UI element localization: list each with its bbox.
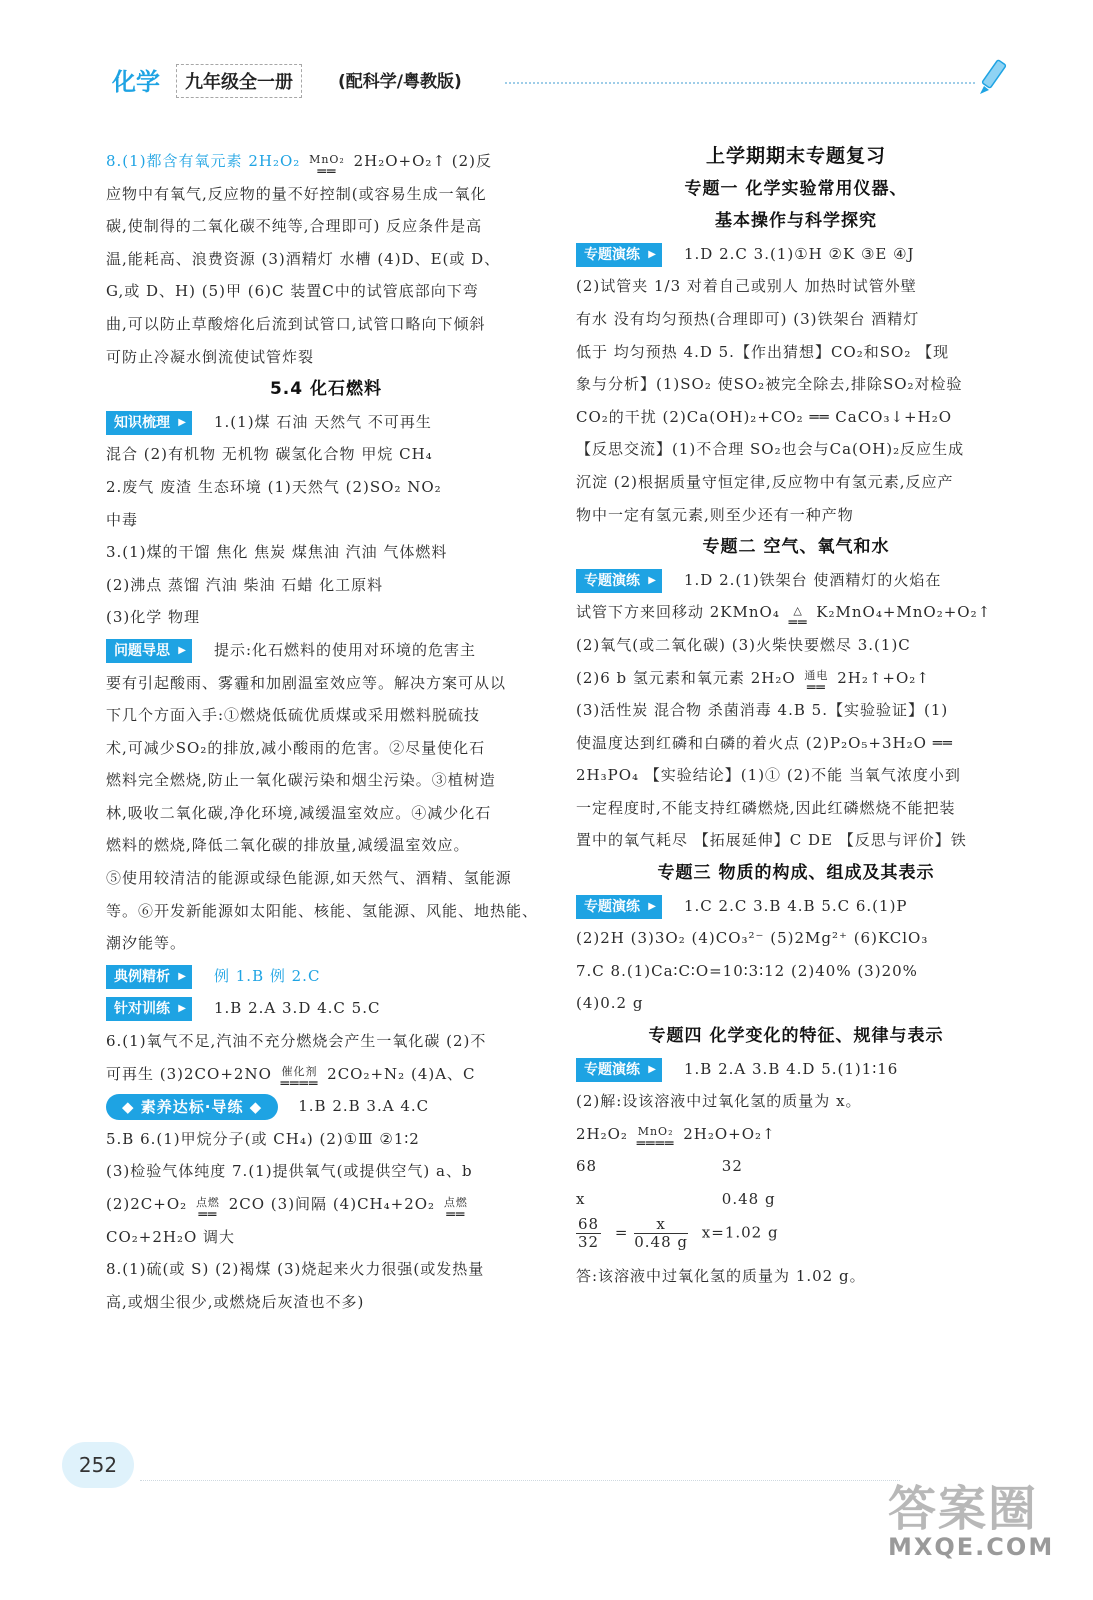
t4-fraction-row: $\frac{68}{32}$ = $\frac{x}{0.48 g} x=1.02$ g [578, 1214, 779, 1251]
q8-line: 曲,可以防止草酸熔化后流到试管口,试管口略向下倾斜 [106, 314, 486, 333]
topic2-title: 专题二 空气、氧气和水 [702, 537, 890, 558]
t4-equation [576, 1118, 1016, 1151]
wenti-line: 下几个方面入手:①燃烧低硫优质煤或采用燃料脱硫技 [106, 706, 481, 725]
q8-line: 碳,使制得的二氧化碳不纯等,合理即可) 反应条件是高 [106, 217, 483, 236]
t1-line: 象与分析】(1)SO₂ 使SO₂被完全除去,排除SO₂对检验 [576, 375, 963, 394]
wenti-line: 燃料完全燃烧,防止一氧化碳污染和烟尘污染。③植树造 [106, 771, 496, 790]
suyang-text: 2CO (3)间隔 (4)CH₄+2O₂ [228, 1195, 436, 1213]
t4-text: 1.B 2.A 3.B 4.D 5.(1)1∶16 [684, 1059, 899, 1078]
wenti-line: 林,吸收二氧化碳,净化环境,减缓温室效应。④减少化石 [106, 803, 492, 822]
suyang-line: 8.(1)硫(或 S) (2)褐煤 (3)烧起来火力很强(或发热量 [106, 1260, 485, 1279]
zhendui-line [106, 992, 546, 1025]
t2-line-1 [576, 564, 1016, 597]
t1-line: 物中一定有氢元素,则至少还有一种产物 [576, 505, 854, 524]
footer-divider [140, 1480, 900, 1481]
pencil-icon [975, 58, 1011, 102]
topic4-title: 专题四 化学变化的特征、规律与表示 [648, 1026, 944, 1047]
q8-intro: 8.(1)都含有氧元素 2H₂O₂ [106, 152, 301, 170]
q8-line: G,或 D、H) (5)甲 (6)C 装置C中的试管底部向下弯 [106, 282, 479, 301]
q6-line-2 [106, 1058, 546, 1091]
t4-mass: 68 [576, 1157, 598, 1176]
q8-line: 可防止冷凝水倒流使试管炸裂 [106, 347, 315, 366]
wenti-line-1 [106, 634, 546, 667]
tag-practice: 专题演练 ▶ [576, 569, 662, 593]
suyang-line-4 [106, 1188, 546, 1221]
q8-line-1 [106, 145, 546, 178]
section-title: 5.4 化石燃料 [269, 379, 383, 400]
catalyst-condition: 催化剂 ════ [280, 1065, 319, 1093]
wenti-line: 潮汐能等。 [106, 934, 187, 953]
ignite-condition: 点燃 ══ [195, 1195, 220, 1223]
suyang-line: 5.B 6.(1)甲烷分子(或 CH₄) (2)①Ⅲ ②1∶2 [106, 1129, 420, 1148]
topic3-title: 专题三 物质的构成、组成及其表示 [657, 863, 935, 884]
zhishi-line: (3)化学 物理 [106, 608, 201, 627]
t4-text: 2H₂O₂ [576, 1124, 628, 1143]
q8-intro-end: 2H₂O+O₂↑ (2)反 [353, 152, 493, 170]
t1-line: (2)试管夹 1/3 对着自己或别人 加热时试管外壁 [576, 277, 917, 296]
q8-line: 应物中有氧气,反应物的量不好控制(或容易生成一氧化 [106, 184, 487, 203]
ignite-condition: 点燃 ══ [443, 1195, 468, 1223]
t1-line: CO₂的干扰 (2)Ca(OH)₂+CO₂ ══ CaCO₃↓+H₂O [576, 407, 953, 426]
suyang-line: (3)检验气体纯度 7.(1)提供氧气(或提供空气) a、b [106, 1162, 473, 1181]
wenti-line: 等。⑥开发新能源如太阳能、核能、氢能源、风能、地热能、 [106, 901, 539, 920]
t2-line: (2)氧气(或二氧化碳) (3)火柴快要燃尽 3.(1)C [576, 635, 911, 654]
t4-result: x=1.02 g [701, 1223, 779, 1242]
tag-literacy: ◆ 素养达标·导练 ◆ [106, 1094, 278, 1120]
fraction: $\frac{68}{32}$ [578, 1214, 600, 1251]
tag-practice: 专题演练 ▶ [576, 895, 662, 919]
suyang-line: CO₂+2H₂O 调大 [106, 1227, 236, 1246]
wenti-line: 燃料的燃烧,降低二氧化碳的排放量,减缓温室效应。 [106, 836, 470, 855]
suyang-line-1 [106, 1090, 546, 1123]
right-column [576, 140, 1016, 1292]
t2-line: 2H₃PO₄ 【实验结论】(1)① (2)不能 当氧气浓度小到 [576, 766, 961, 785]
t3-line: 7.C 8.(1)Ca∶C∶O=10∶3∶12 (2)40% (3)20% [576, 961, 918, 980]
t4-line-1 [576, 1053, 1016, 1086]
suyang-text: 1.B 2.B 3.A 4.C [298, 1097, 430, 1116]
t2-line: 置中的氧气耗尽 【拓展延伸】C DE 【反思与评价】铁 [576, 831, 967, 850]
watermark-logo [888, 1470, 1054, 1561]
topic1-title-1: 专题一 化学实验常用仪器、 [684, 178, 908, 199]
t4-ratio-row [576, 1150, 1016, 1183]
tag-question: 问题导思 ▶ [106, 639, 192, 663]
tag-practice: 专题演练 ▶ [576, 1058, 662, 1082]
review-title: 上学期期末专题复习 [705, 145, 886, 167]
t4-unknown-row [576, 1183, 1016, 1216]
t2-line-4 [576, 662, 1016, 695]
t2-line: 使温度达到红磷和白磷的着火点 (2)P₂O₅+3H₂O ══ [576, 733, 953, 752]
t1-text: 1.D 2.C 3.(1)①H ②K ③E ④J [684, 244, 915, 263]
heat-condition: △ ══ [788, 603, 808, 631]
watermark-text: 答案圈 [888, 1481, 1039, 1537]
zhishi-line: 3.(1)煤的干馏 焦化 焦炭 煤焦油 汽油 气体燃料 [106, 543, 448, 562]
suyang-text: (2)2C+O₂ [106, 1195, 188, 1213]
zhishi-line: 混合 (2)有机物 无机物 碳氢化合物 甲烷 CH₄ [106, 445, 433, 464]
zhishi-line-1 [106, 406, 546, 439]
dianli-line [106, 960, 546, 993]
t4-mass: 32 [721, 1157, 743, 1176]
zhishi-text: 1.(1)煤 石油 天然气 不可再生 [214, 412, 432, 431]
wenti-text: 提示:化石燃料的使用对环境的危害主 [214, 640, 477, 659]
t2-line-2 [576, 596, 1016, 629]
wenti-line: 术,可减少SO₂的排放,减小酸雨的危害。②尽量使化石 [106, 738, 486, 757]
t4-answer: 答:该溶液中过氧化氢的质量为 1.02 g。 [576, 1266, 866, 1285]
header-divider [505, 82, 975, 84]
t1-line: 沉淀 (2)根据质量守恒定律,反应物中有氢元素,反应产 [576, 472, 954, 491]
t1-line: 低于 均匀预热 4.D 5.【作出猜想】CO₂和SO₂ 【现 [576, 342, 950, 361]
t3-line: (4)0.2 g [576, 994, 644, 1013]
t3-line-1 [576, 890, 1016, 923]
t4-mass: x [576, 1190, 586, 1208]
dianli-text: 例 1.B 例 2.C [214, 966, 321, 985]
tag-training: 针对训练 ▶ [106, 997, 192, 1021]
edition-label: (配科学/粤教版) [338, 72, 462, 92]
t1-line: 有水 没有均匀预热(合理即可) (3)铁架台 酒精灯 [576, 309, 920, 328]
wenti-line: 要有引起酸雨、雾霾和加剧温室效应等。解决方案可从以 [106, 673, 507, 692]
t2-line: (3)活性炭 混合物 杀菌消毒 4.B 5.【实验验证】(1) [576, 701, 949, 720]
t4-text: 2H₂O+O₂↑ [683, 1124, 776, 1143]
t2-text: K₂MnO₄+MnO₂+O₂↑ [816, 603, 992, 622]
tag-example: 典例精析 ▶ [106, 965, 192, 989]
t2-text: 试管下方来回移动 2KMnO₄ [576, 603, 780, 622]
left-column [106, 145, 546, 1318]
zhendui-text: 1.B 2.A 3.D 4.C 5.C [214, 999, 381, 1018]
t2-line: 一定程度时,不能支持红磷燃烧,因此红磷燃烧不能把装 [576, 798, 956, 817]
suyang-line: 高,或烟尘很少,或燃烧后灰渣也不多) [106, 1292, 365, 1311]
fraction: $\frac{x}{0.48 g}$ [634, 1214, 689, 1251]
q8-line: 温,能耗高、浪费资源 (3)酒精灯 水槽 (4)D、E(或 D、 [106, 249, 501, 268]
catalyst-condition: MnO₂ ══ [309, 152, 345, 180]
zhishi-line: (2)沸点 蒸馏 汽油 柴油 石蜡 化工原料 [106, 575, 384, 594]
t1-line-1 [576, 238, 1016, 271]
tag-practice: 专题演练 ▶ [576, 243, 662, 267]
electric-condition: 通电 ══ [804, 669, 829, 697]
t4-line: (2)解:设该溶液中过氧化氢的质量为 x。 [576, 1092, 862, 1111]
t2-text: (2)6 b 氢元素和氧元素 2H₂O [576, 668, 796, 687]
t3-line: (2)2H (3)3O₂ (4)CO₃²⁻ (5)2Mg²⁺ (6)KClO₃ [576, 929, 929, 948]
q6-text-end: 2CO₂+N₂ (4)A、C [327, 1064, 476, 1083]
t2-text: 2H₂↑+O₂↑ [837, 668, 930, 687]
t1-line: 【反思交流】(1)不合理 SO₂也会与Ca(OH)₂反应生成 [576, 440, 965, 459]
t4-mass: 0.48 g [721, 1190, 776, 1208]
t3-text: 1.C 2.C 3.B 4.B 5.C 6.(1)P [684, 896, 908, 915]
grade-label: 九年级全一册 [176, 64, 302, 98]
zhishi-line: 2.废气 废渣 生态环境 (1)天然气 (2)SO₂ NO₂ [106, 477, 442, 496]
catalyst-condition: MnO₂ ════ [636, 1125, 675, 1153]
wenti-line: ⑤使用较清洁的能源或绿色能源,如天然气、酒精、氢能源 [106, 869, 512, 888]
q6-text: 可再生 (3)2CO+2NO [106, 1064, 272, 1083]
watermark-url: MXQE.COM [888, 1533, 1055, 1561]
tag-knowledge: 知识梳理 ▶ [106, 411, 192, 435]
t2-text: 1.D 2.(1)铁架台 使酒精灯的火焰在 [684, 570, 942, 589]
topic1-title-2: 基本操作与科学探究 [715, 211, 877, 232]
page-number: 252 [62, 1442, 134, 1488]
subject-title: 化学 [112, 68, 160, 96]
zhishi-line: 中毒 [106, 510, 139, 529]
q6-line: 6.(1)氧气不足,汽油不充分燃烧会产生一氧化碳 (2)不 [106, 1032, 487, 1051]
